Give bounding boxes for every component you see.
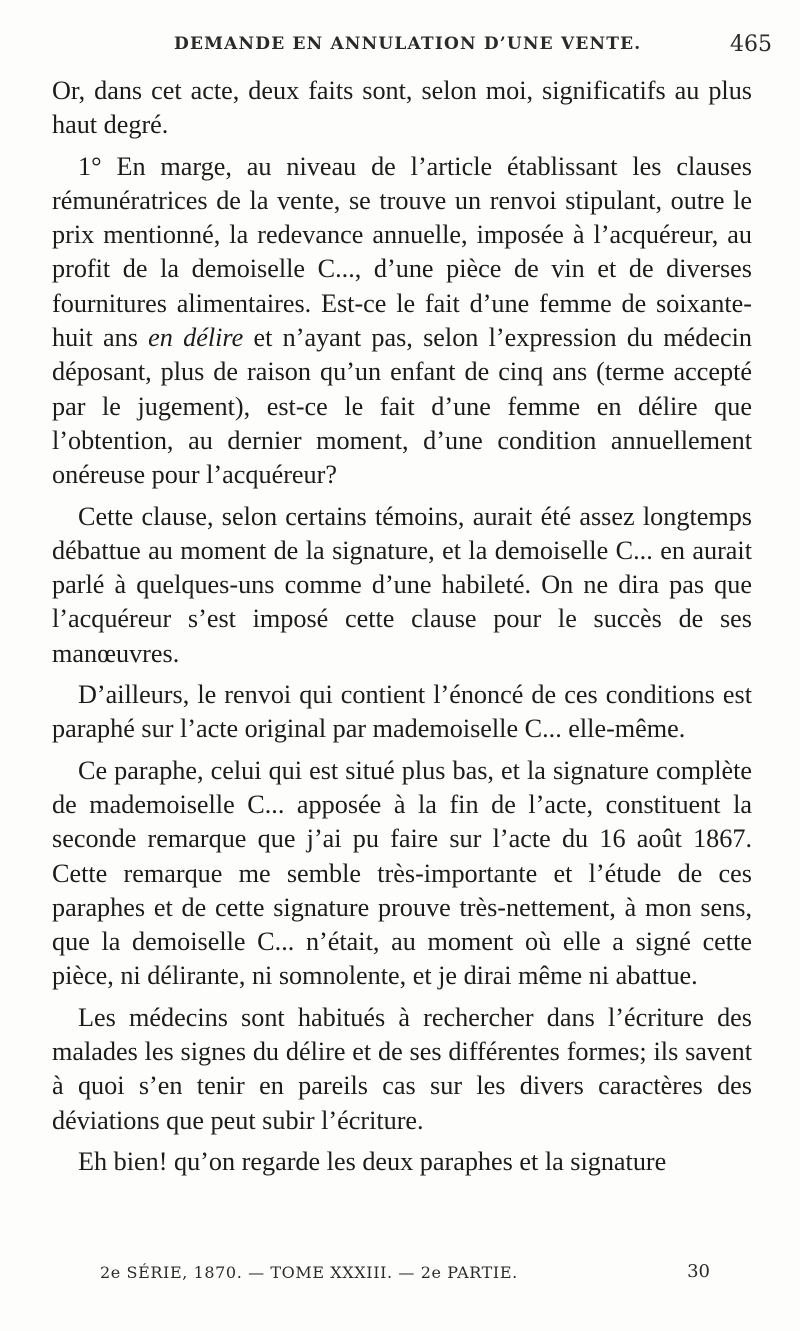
- paragraph: [52, 150, 752, 493]
- paragraph-text: D’ailleurs, le renvoi qui contient l’énoncé de ces conditions est paraphé sur l’acte original par mademoiselle C... elle-même.: [52, 680, 752, 744]
- page-number: 465: [730, 32, 772, 57]
- emphasis-text: en délire: [148, 323, 244, 353]
- paragraph: [52, 678, 752, 747]
- running-header: [40, 34, 780, 64]
- paragraph: [52, 500, 752, 671]
- paragraph-text: Ce paraphe, celui qui est situé plus bas, et la signature complète de mademoiselle C... apposée à la fin de l’acte, constituent la seconde remarque que j’ai pu faire sur l’acte du 16 août 1867. Cette remarque me semble très-importante et l’étude de ces paraphes et de cette signature prouve très-nettement, à mon sens, que la demoiselle C... n’était, au moment où elle a signé cette pièce, ni délirante, ni somnolente, et je dirai même ni abattue.: [52, 755, 752, 991]
- signature-mark: 30: [687, 1261, 710, 1282]
- paragraph-text: Les médecins sont habitués à rechercher dans l’écriture des malades les signes du délire et de ses différentes formes; ils savent à quoi s’en tenir en pareils cas sur les divers caractères des déviations que peut subir l’écriture.: [52, 1002, 752, 1135]
- paragraph: [52, 1145, 752, 1179]
- paragraph-text: et n’ayant pas, selon l’expression du médecin déposant, plus de raison qu’un enfant de cinq ans (terme accepté par le jugement), est-ce le fait d’une femme en délire que l’obtention, au dernier moment, d’une condition annuellement onéreuse pour l’acquéreur?: [52, 323, 753, 490]
- paragraph-text: Cette clause, selon certains témoins, aurait été assez longtemps débattue au moment de la signature, et la demoiselle C... en aurait parlé à quelques-uns comme d’une habileté. On ne dira pas que l’acquéreur s’est imposé cette clause pour le succès de ses manœuvres.: [52, 501, 752, 668]
- paragraph: [52, 754, 752, 994]
- paragraph: [52, 74, 752, 143]
- body-text: [52, 74, 752, 1186]
- page-footer: [100, 1263, 710, 1291]
- running-title: DEMANDE EN ANNULATION D’UNE VENTE.: [174, 34, 642, 54]
- paragraph-text: Or, dans cet acte, deux faits sont, selon moi, significatifs au plus haut degré.: [52, 76, 752, 140]
- paragraph: [52, 1001, 752, 1138]
- paragraph-text: Eh bien! qu’on regarde les deux paraphes et la signature: [78, 1146, 667, 1176]
- series-line: 2e SÉRIE, 1870. — TOME XXXIII. — 2e PARTIE.: [100, 1263, 518, 1282]
- paragraph-text: 1° En marge, au niveau de l’article établissant les clauses rémunératrices de la vente, se trouve un renvoi stipulant, outre le prix mentionné, la redevance annuelle, imposée à l’acquéreur, au profit de la demoiselle C..., d’une pièce de vin et de diverses fournitures alimentaires. Est-ce le fait d’une femme de soixante-huit ans: [52, 151, 752, 353]
